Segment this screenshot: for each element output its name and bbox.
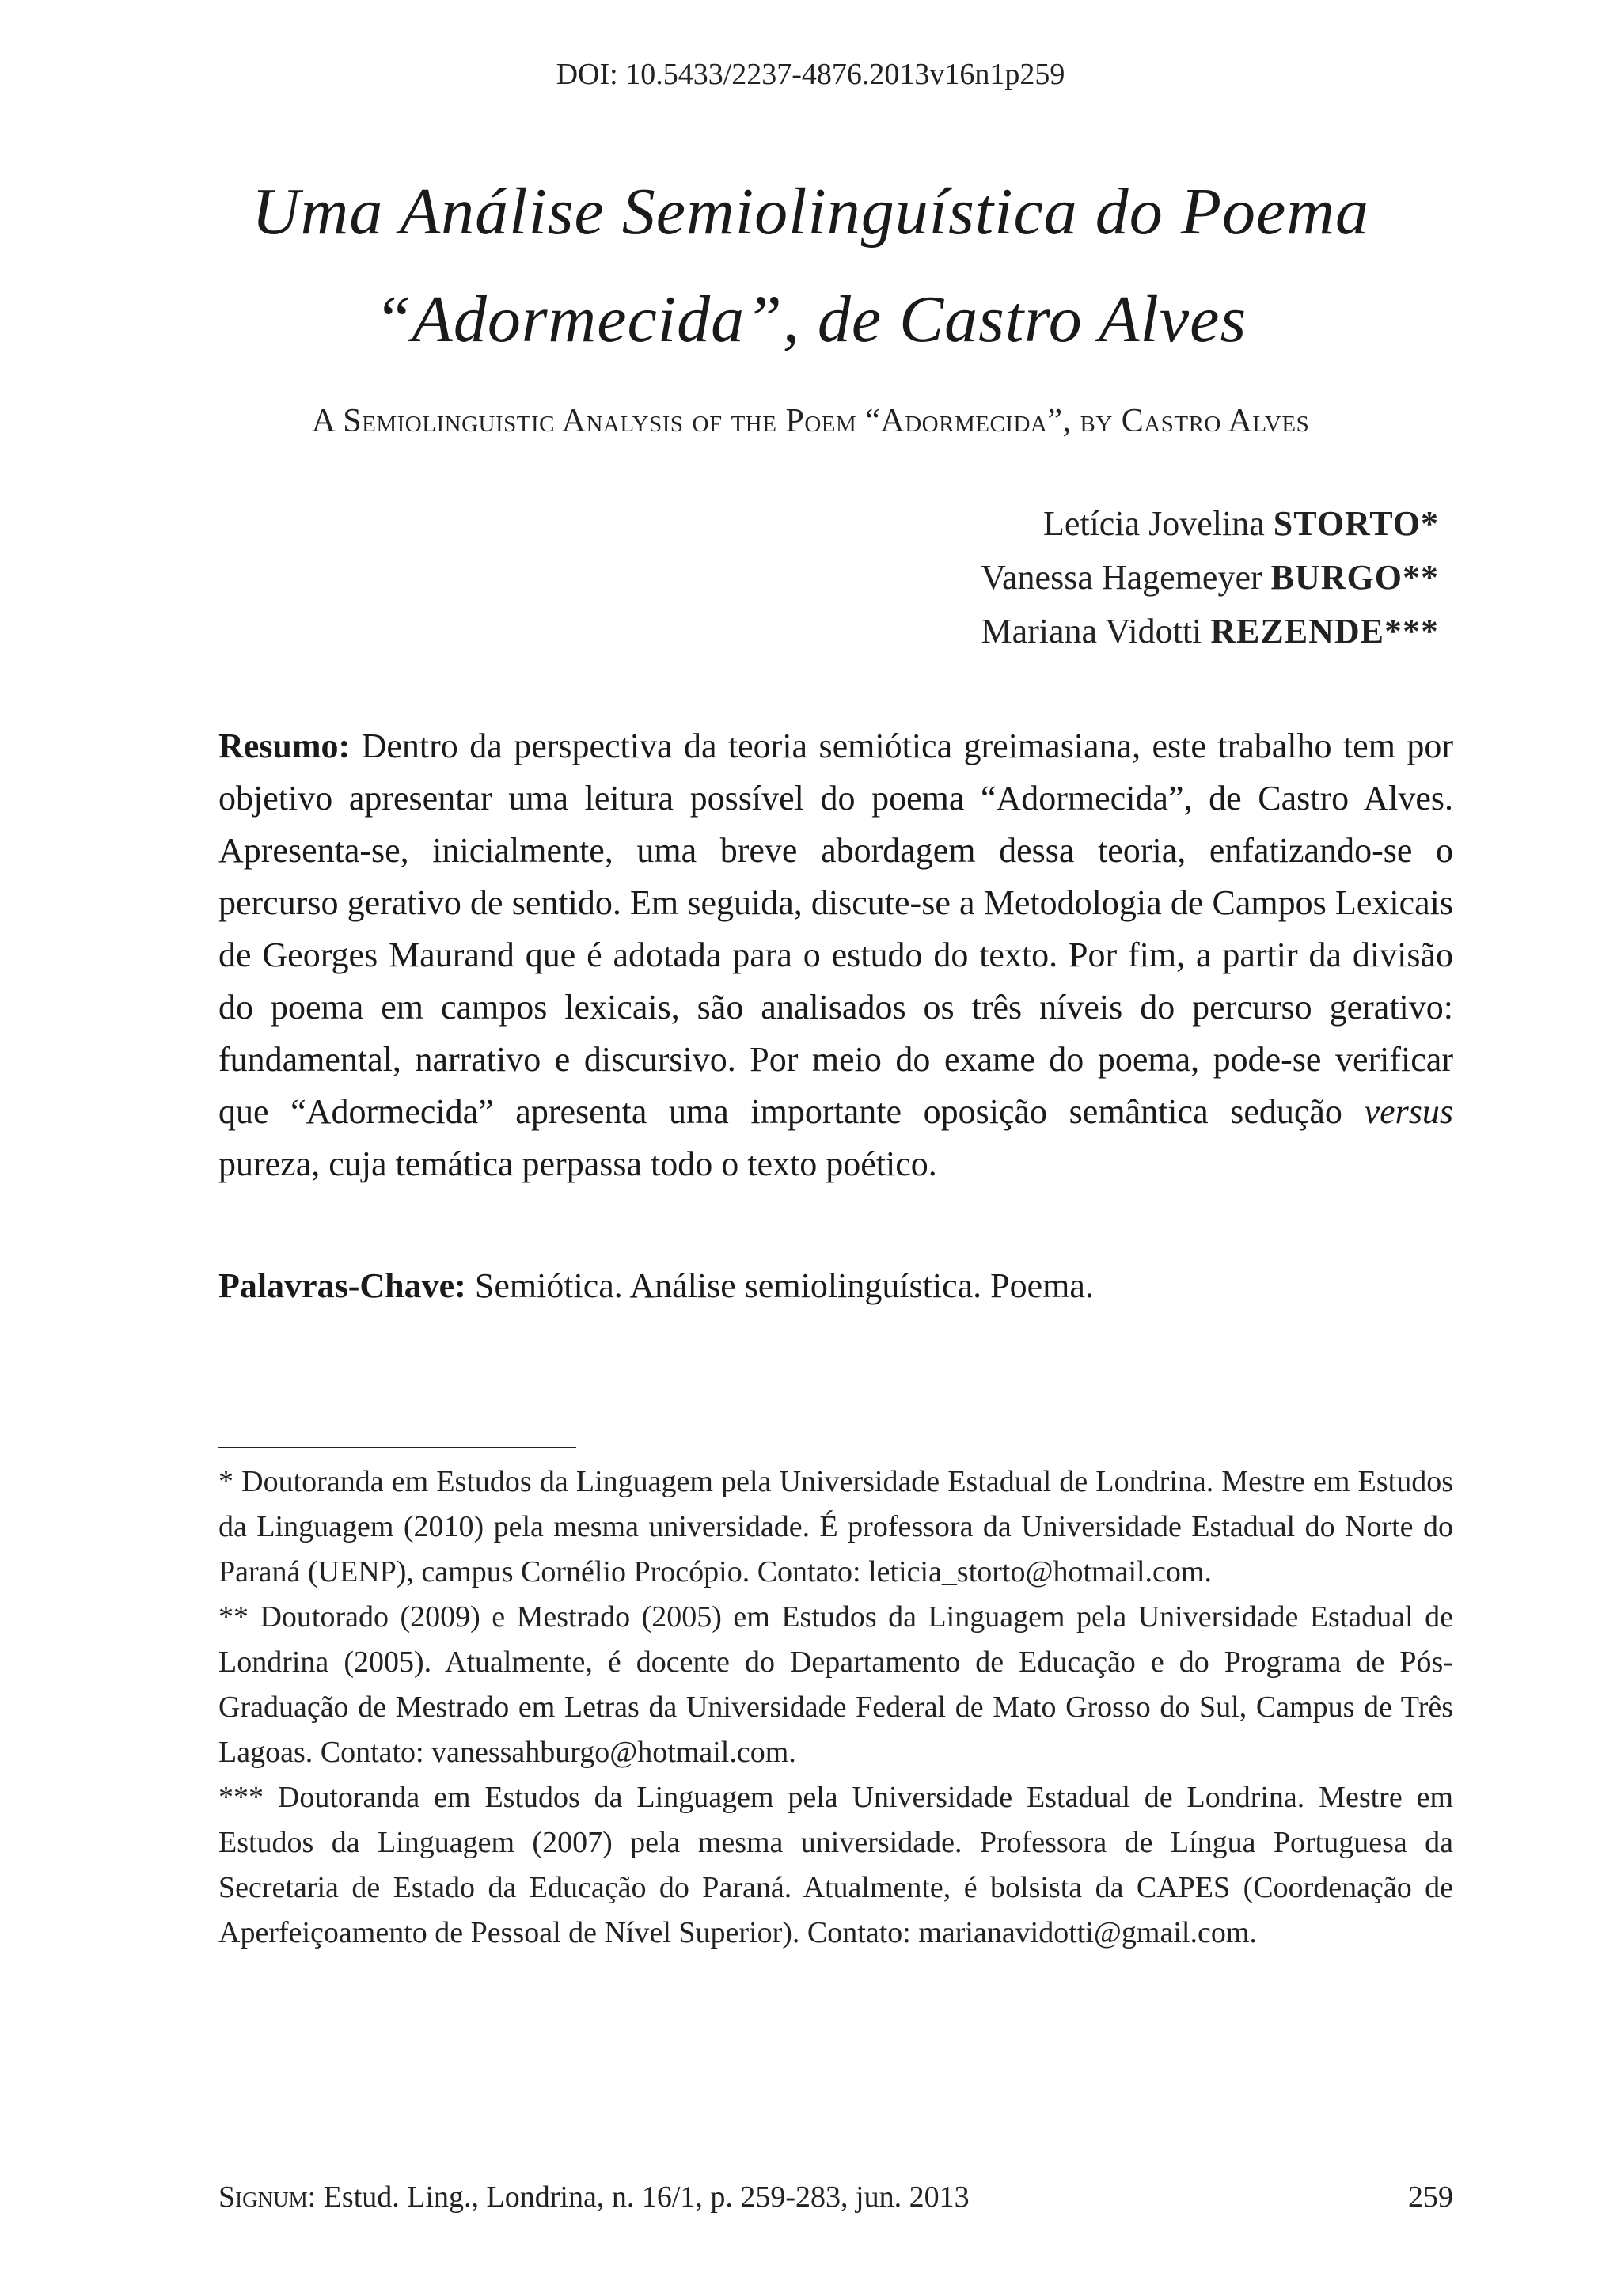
author-surname: STORTO*	[1273, 504, 1439, 543]
footnote-2: ** Doutorado (2009) e Mestrado (2005) em Estudos da Linguagem pela Universidade Estadual de Londrina (2005). Atualmente, é docente do Departamento de Educação e do Programa de Pós-Graduação de Mestrado em Letras da Universidade Federal de Mato Grosso do Sul, Campus de Três Lagoas. Contato: vanessahburgo@hotmail.com.	[218, 1600, 1453, 1769]
title-line-1: Uma Análise Semiolinguística do Poema	[252, 175, 1369, 249]
author-surname: REZENDE***	[1210, 612, 1439, 651]
doi-line: DOI: 10.5433/2237-4876.2013v16n1p259	[556, 58, 1065, 91]
footnote-1: * Doutoranda em Estudos da Linguagem pela Universidade Estadual de Londrina. Mestre em Estudos da Linguagem (2010) pela mesma universidade. É professora da Universidade Estadual do Norte do Paraná (UENP), campus Cornélio Procópio. Contato: leticia_storto@hotmail.com.	[218, 1465, 1453, 1588]
abstract-text-part-2: pureza, cuja temática perpassa todo o texto poético.	[218, 1144, 937, 1183]
page-number: 259	[1408, 2180, 1453, 2214]
author-3	[981, 605, 1439, 658]
author-list	[981, 497, 1439, 658]
journal-name: Signum	[218, 2180, 308, 2214]
author-given-name: Letícia Jovelina	[1042, 504, 1274, 543]
article-title	[182, 158, 1439, 374]
author-surname: BURGO**	[1270, 558, 1439, 597]
author-1	[981, 497, 1439, 551]
abstract-italic-word: versus	[1364, 1092, 1453, 1131]
title-line-2: “Adormecida”, de Castro Alves	[374, 283, 1247, 356]
abstract	[218, 720, 1453, 1190]
footnote-separator	[218, 1447, 576, 1448]
author-given-name: Vanessa Hagemeyer	[981, 558, 1271, 597]
page-footer	[218, 2180, 1453, 2214]
journal-citation: : Estud. Ling., Londrina, n. 16/1, p. 259-283, jun. 2013	[307, 2180, 970, 2214]
keywords	[218, 1260, 1453, 1312]
author-2	[981, 551, 1439, 605]
footnote-3: *** Doutoranda em Estudos da Linguagem pela Universidade Estadual de Londrina. Mestre em Estudos da Linguagem (2007) pela mesma universidade. Professora de Língua Portuguesa da Secretaria de Estado da Educação do Paraná. Atualmente, é bolsista da CAPES (Coordenação de Aperfeiçoamento de Pessoal de Nível Superior). Contato: marianavidotti@gmail.com.	[218, 1781, 1453, 1949]
footnotes	[218, 1459, 1453, 1956]
author-given-name: Mariana Vidotti	[981, 612, 1211, 651]
english-title: A Semiolinguistic Analysis of the Poem “Adormecida”, by Castro Alves	[311, 403, 1310, 439]
keywords-text: Semiótica. Análise semiolinguística. Poema.	[465, 1266, 1094, 1305]
abstract-text-part-1: Dentro da perspectiva da teoria semiótica greimasiana, este trabalho tem por objetivo apresentar uma leitura possível do poema “Adormecida”, de Castro Alves. Apresenta-se, inicialmente, uma breve abordagem dessa teoria, enfatizando-se o percurso gerativo de sentido. Em seguida, discute-se a Metodologia de Campos Lexicais de Georges Maurand que é adotada para o estudo do texto. Por fim, a partir da divisão do poema em campos lexicais, são analisados os três níveis do percurso gerativo: fundamental, narrativo e discursivo. Por meio do exame do poema, pode-se verificar que “Adormecida” apresenta uma importante oposição semântica sedução	[218, 727, 1453, 1131]
abstract-label: Resumo:	[218, 727, 351, 765]
keywords-label: Palavras-Chave:	[218, 1266, 466, 1305]
